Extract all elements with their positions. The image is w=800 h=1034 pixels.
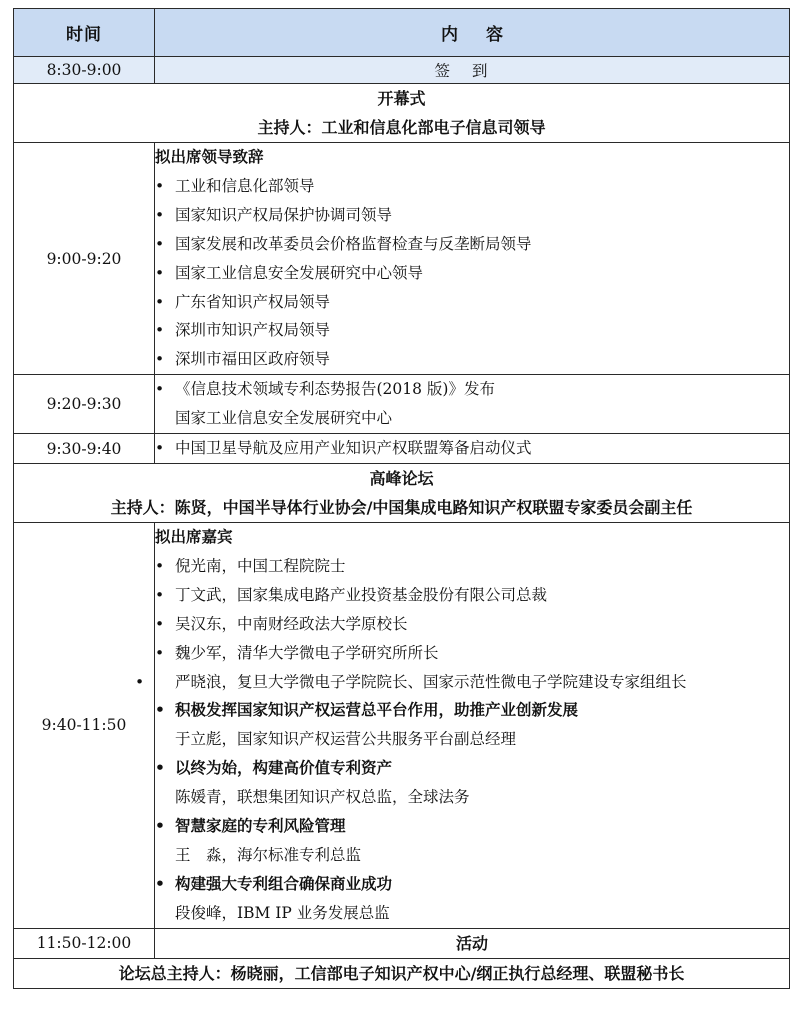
table-row: [14, 57, 790, 84]
opening-title: 开幕式: [377, 89, 426, 108]
activity-time: 11:50-12:00: [14, 928, 155, 958]
list-item: • 工业和信息化部领导: [155, 172, 789, 201]
table-row: [14, 84, 790, 143]
talk-title: • 构建强大专利组合确保商业成功: [155, 870, 789, 899]
block1-content: [155, 143, 790, 375]
talk-speaker: 于立彪，国家知识产权运营公共服务平台副总经理: [175, 730, 517, 749]
block1-time: 9:00-9:20: [14, 143, 155, 375]
block1-heading: 拟出席领导致辞: [155, 148, 264, 166]
table-row: [14, 463, 790, 522]
list-item: • 丁文武，国家集成电路产业投资基金股份有限公司总裁: [155, 581, 789, 610]
table-row: [14, 434, 790, 464]
block3-content: [155, 434, 790, 464]
list-item: • 国家工业信息安全发展研究中心领导: [155, 259, 789, 288]
table-row: [14, 928, 790, 958]
table-row: [14, 375, 790, 434]
opening-host: 主持人：工业和信息化部电子信息司领导: [257, 118, 546, 137]
activity-content: 活动: [155, 928, 790, 958]
block3-time: 9:30-9:40: [14, 434, 155, 464]
block2-time: 9:20-9:30: [14, 375, 155, 434]
list-item: • 吴汉东，中南财经政法大学原校长: [155, 610, 789, 639]
list-item: • 深圳市福田区政府领导: [155, 345, 789, 374]
block4-heading: 拟出席嘉宾: [155, 527, 233, 546]
list-item: • 魏少军，清华大学微电子学研究所所长: [155, 639, 789, 668]
talk-speaker: 段俊峰，IBM IP 业务发展总监: [175, 903, 390, 922]
summit-section: [14, 463, 790, 522]
table-row: [14, 522, 790, 928]
summit-title: 高峰论坛: [369, 468, 434, 488]
table-header-row: [14, 9, 790, 57]
list-item: • 深圳市知识产权局领导: [155, 316, 789, 345]
list-item: • 国家知识产权局保护协调司领导: [155, 201, 789, 230]
agenda-container: [13, 8, 790, 989]
summit-host: 主持人：陈贤，中国半导体行业协会/中国集成电路知识产权联盟专家委员会副主任: [110, 497, 693, 517]
talk-title: • 积极发挥国家知识产权运营总平台作用，助推产业创新发展: [155, 696, 789, 725]
talk-title: • 以终为始，构建高价值专利资产: [155, 754, 789, 783]
list-item: • 倪光南，中国工程院院士: [155, 552, 789, 581]
talk-speaker: 王 淼，海尔标准专利总监: [175, 845, 362, 864]
signin-time: 8:30-9:00: [14, 57, 155, 84]
block4-time: 9:40-11:50: [14, 522, 155, 928]
block4-content: [155, 522, 790, 928]
agenda-table: [13, 8, 790, 989]
talk-title: • 智慧家庭的专利风险管理: [155, 812, 789, 841]
header-time: 时间: [14, 9, 155, 57]
list-item: • 广东省知识产权局领导: [155, 288, 789, 317]
header-content: 内容: [155, 9, 790, 57]
list-item: • 中国卫星导航及应用产业知识产权联盟筹备启动仪式: [155, 434, 789, 463]
table-row: [14, 143, 790, 375]
signin-content: 签到: [155, 57, 790, 84]
opening-section: [14, 84, 790, 143]
table-row: [14, 958, 790, 988]
list-item-sub: 国家工业信息安全发展研究中心: [175, 409, 393, 428]
footer-host: 论坛总主持人：杨晓丽，工信部电子知识产权中心/纲正执行总经理、联盟秘书长: [14, 958, 790, 988]
list-item: • 国家发展和改革委员会价格监督检查与反垄断局领导: [155, 230, 789, 259]
block2-content: [155, 375, 790, 434]
talk-speaker: 陈媛青，联想集团知识产权总监，全球法务: [175, 788, 470, 807]
list-item: • 严晓浪，复旦大学微电子学院院长、国家示范性微电子学院建设专家组组长: [155, 668, 789, 697]
list-item: • 《信息技术领域专利态势报告(2018 版)》发布: [155, 375, 789, 404]
